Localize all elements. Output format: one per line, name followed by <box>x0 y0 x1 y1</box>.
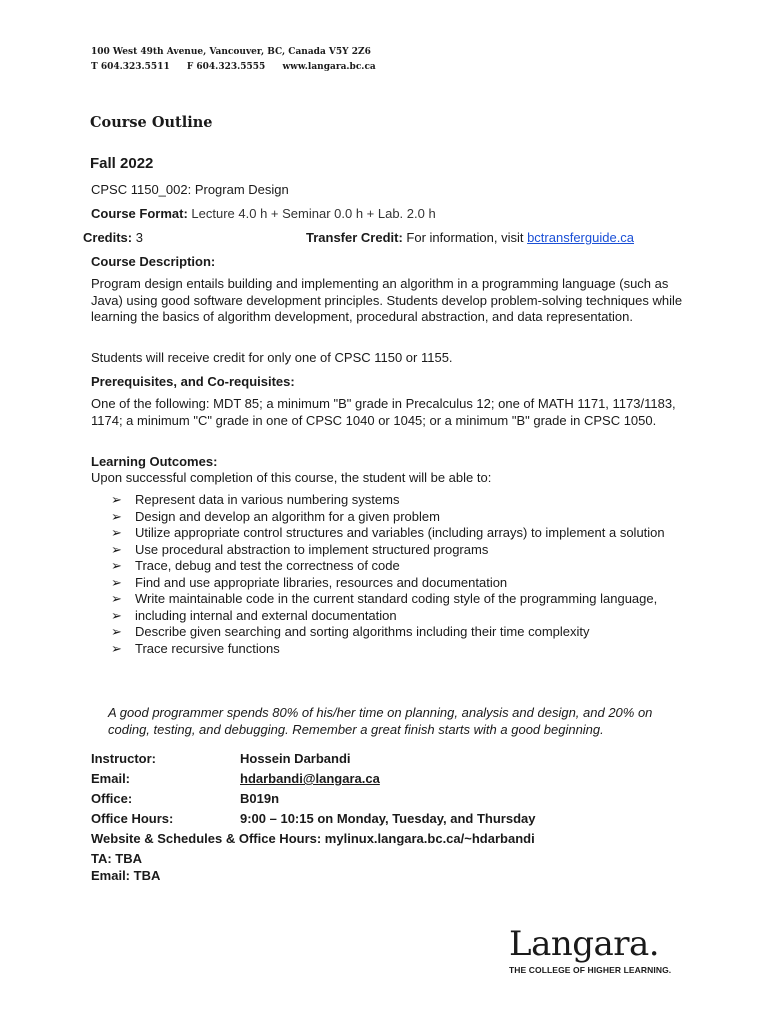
outcome-text: Trace, debug and test the correctness of code <box>135 558 400 573</box>
list-item <box>111 591 671 608</box>
phone-number: T 604.323.5511 <box>91 62 170 72</box>
credits-value: 3 <box>132 230 143 245</box>
list-item <box>111 624 671 641</box>
course-name: CPSC 1150_002: Program Design <box>91 182 289 197</box>
prereq-heading-text: Prerequisites, and Co-requisites: <box>91 374 295 389</box>
email-label: Email: <box>91 771 131 786</box>
outcome-text: Describe given searching and sorting algorithms including their time complexity <box>135 624 590 639</box>
list-item <box>111 542 671 559</box>
logo-wordmark: Langara. <box>509 924 660 964</box>
arrow-bullet-icon: ➢ <box>111 541 122 557</box>
address-block <box>91 45 390 75</box>
office-hours-label: Office Hours: <box>91 811 174 826</box>
list-item <box>111 509 671 526</box>
transfer-credit-label: Transfer Credit: <box>306 230 403 245</box>
prereq-heading <box>91 374 295 389</box>
outcome-text: including internal and external documentation <box>135 607 397 623</box>
arrow-bullet-icon: ➢ <box>111 492 122 507</box>
term-heading: Fall 2022 <box>90 155 154 172</box>
arrow-bullet-icon: ➢ <box>111 525 122 540</box>
instructor-name: Hossein Darbandi <box>240 751 351 766</box>
arrow-bullet-icon: ➢ <box>111 624 122 639</box>
outcome-text: Trace recursive functions <box>135 640 280 656</box>
arrow-bullet-icon: ➢ <box>111 591 122 606</box>
list-item <box>111 525 671 542</box>
description-heading <box>91 254 215 269</box>
address-line: 100 West 49th Avenue, Vancouver, BC, Canada V5Y 2Z6 <box>91 47 371 57</box>
course-format-value: Lecture 4.0 h + Seminar 0.0 h + Lab. 2.0 h <box>187 206 436 221</box>
logo-tagline: THE COLLEGE OF HIGHER LEARNING. <box>509 965 672 975</box>
document-title: Course Outline <box>90 114 213 131</box>
arrow-bullet-icon: ➢ <box>111 574 122 590</box>
outcomes-heading-text: Learning Outcomes: <box>91 454 218 469</box>
course-format <box>91 206 436 221</box>
transfer-credit <box>306 230 634 245</box>
programmer-quote: A good programmer spends 80% of his/her time on planning, analysis and design, and 20% on coding, testing, and debugging. Remember a great finish starts with a good beginning. <box>108 705 653 737</box>
course-format-label: Course Format: <box>91 206 188 221</box>
website-line: Website & Schedules & Office Hours: mylinux.langara.bc.ca/~hdarbandi <box>91 831 535 846</box>
arrow-bullet-icon: ➢ <box>111 508 122 524</box>
ta-email-line: Email: TBA <box>91 868 161 883</box>
outcomes-list <box>111 492 671 657</box>
transfer-credit-text: For information, visit <box>402 230 528 245</box>
outcome-text: Represent data in various numbering systems <box>135 492 400 507</box>
outcome-text: Write maintainable code in the current standard coding style of the programming language, <box>135 591 658 606</box>
credit-note: Students will receive credit for only one of CPSC 1150 or 1155. <box>91 350 453 365</box>
langara-logo <box>509 924 671 975</box>
outcome-text: Design and develop an algorithm for a given problem <box>135 508 440 524</box>
list-item <box>111 558 671 575</box>
outcome-text: Use procedural abstraction to implement structured programs <box>135 541 489 557</box>
bctransferguide-link[interactable]: bctransferguide.ca <box>527 230 635 245</box>
arrow-bullet-icon: ➢ <box>111 607 122 623</box>
description-heading-text: Course Description: <box>91 254 216 269</box>
description-paragraph: Program design entails building and implementing an algorithm in a programming language (such as Java) using good software development principles. Students develop problem-solving techniques while learning the basics of algorithm development, procedural abstraction, and data representation. <box>91 276 683 324</box>
arrow-bullet-icon: ➢ <box>111 558 122 573</box>
instructor-email-link[interactable]: hdarbandi@langara.ca <box>240 771 380 786</box>
credits <box>83 230 143 245</box>
contact-line <box>91 60 390 75</box>
prereq-paragraph: One of the following: MDT 85; a minimum "B" grade in Precalculus 12; one of MATH 1171, 1173/1183, 1174; a minimum "C" grade in one of CPSC 1040 or 1045; or a minimum "B" grade in CPSC 1050. <box>91 396 676 428</box>
list-item <box>111 492 671 509</box>
office-value: B019n <box>240 791 280 806</box>
outcome-text: Utilize appropriate control structures and variables (including arrays) to implement a solution <box>135 525 665 540</box>
office-hours-value: 9:00 – 10:15 on Monday, Tuesday, and Thursday <box>240 811 536 826</box>
credits-label: Credits: <box>83 230 133 245</box>
office-label: Office: <box>91 791 133 806</box>
outcomes-intro: Upon successful completion of this course, the student will be able to: <box>91 470 492 485</box>
website-link[interactable]: www.langara.bc.ca <box>282 62 376 72</box>
list-item <box>111 641 671 658</box>
instructor-label: Instructor: <box>91 751 156 766</box>
arrow-bullet-icon: ➢ <box>111 640 122 656</box>
outcomes-heading <box>91 454 217 469</box>
outcome-text: Find and use appropriate libraries, resources and documentation <box>135 574 508 590</box>
list-item <box>111 608 671 625</box>
fax-number: F 604.323.5555 <box>186 62 266 72</box>
list-item <box>111 575 671 592</box>
ta-line: TA: TBA <box>91 851 143 866</box>
